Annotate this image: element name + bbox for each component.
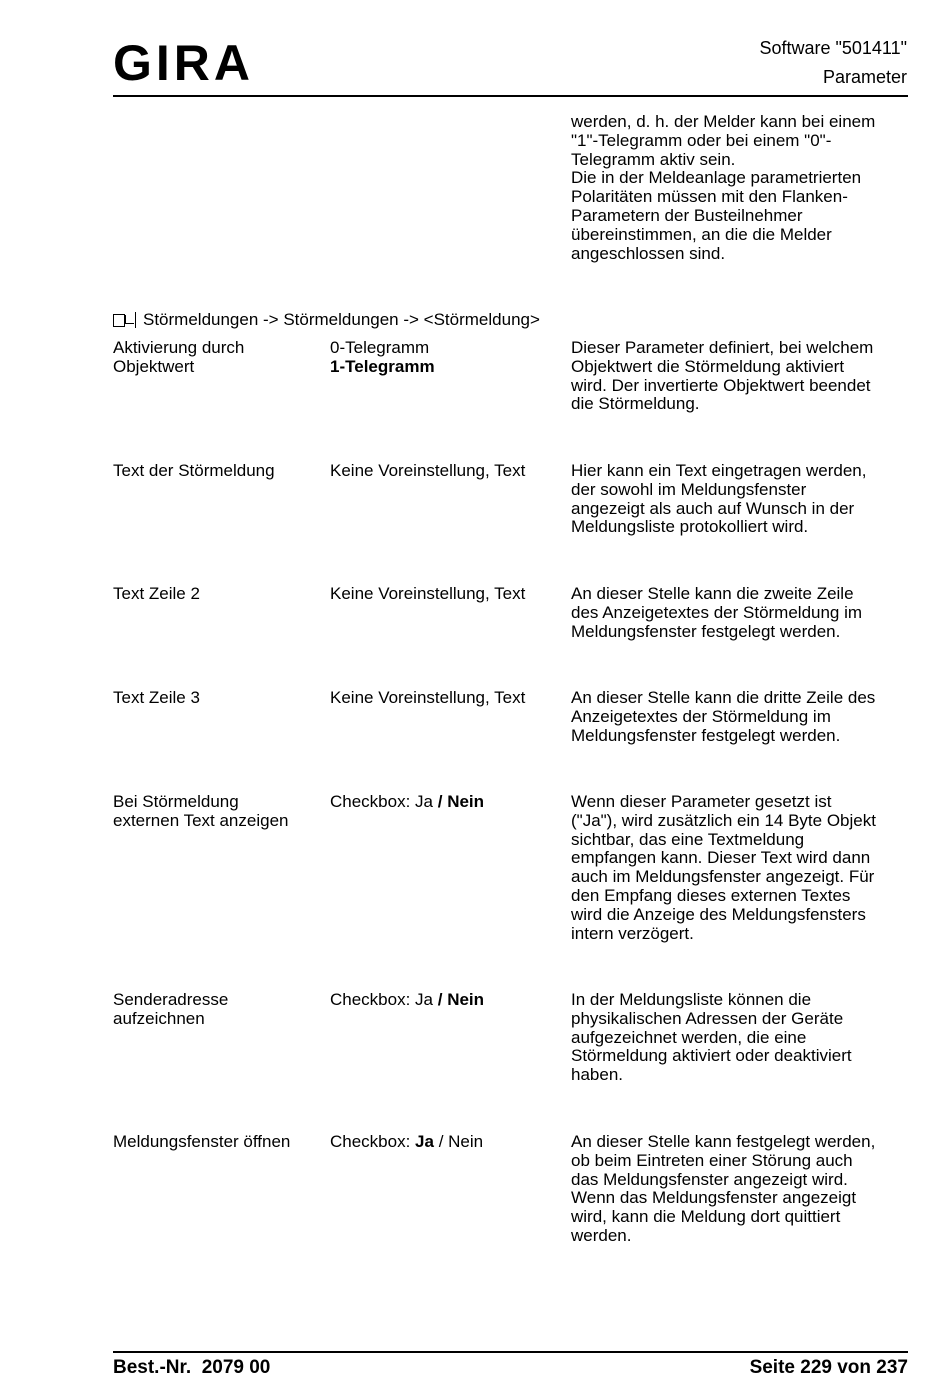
description-line: physikalischen Adressen der Geräte [571,1008,844,1028]
option-nein-default: Nein [447,990,485,1009]
description-line: Objektwert die Störmeldung aktiviert [571,356,845,376]
parameter-setting [330,585,566,604]
parameter-name [113,1133,325,1152]
setting-value: Keine Voreinstellung, Text [330,584,526,603]
description-line: Anzeigetextes der Störmeldung im [571,706,831,726]
description-line: An dieser Stelle kann die zweite Zeile [571,584,854,603]
checkbox-prefix: Checkbox: [330,990,416,1009]
parameter-name-line: externen Text anzeigen [113,810,289,830]
parameter-setting [330,462,566,481]
option-1-telegramm-default: 1-Telegramm [330,356,435,376]
parameter-name-line: Text Zeile 3 [113,688,200,707]
parameter-description [571,991,916,1085]
checkbox-prefix: Checkbox: [330,792,416,811]
description-line: auch im Meldungsfenster angezeigt. Für [571,867,875,887]
option-nein: Nein [448,1132,484,1151]
description-line: wird, kann die Meldung dort quittiert [571,1207,841,1227]
intro-line: übereinstimmen, an die die Melder [571,224,832,244]
parameter-name [113,462,325,481]
description-line: Meldungsfenster festgelegt werden. [571,621,841,641]
parameter-description [571,689,916,745]
checkbox-prefix: Checkbox: [330,1132,416,1151]
description-line: Störmeldung aktiviert oder deaktiviert [571,1046,852,1066]
description-line: der sowohl im Meldungsfenster [571,479,807,499]
description-line: Wenn dieser Parameter gesetzt ist [571,792,832,811]
setting-value: Keine Voreinstellung, Text [330,688,526,707]
description-line: Dieser Parameter definiert, bei welchem [571,338,874,357]
parameter-page-icon [113,312,139,328]
description-line: empfangen kann. Dieser Text wird dann [571,848,871,868]
parameter-name-line: Text Zeile 2 [113,584,200,603]
section-heading [113,310,540,330]
description-line: intern verzögert. [571,923,694,943]
header-info [759,34,907,92]
description-line: aufgezeichnet werden, die eine [571,1027,807,1047]
parameter-name-line: Aktivierung durch [113,338,245,357]
intro-line: angeschlossen sind. [571,243,726,263]
description-line: An dieser Stelle kann festgelegt werden, [571,1132,876,1151]
option-ja: Ja [415,792,434,811]
parameter-description [571,462,916,537]
parameter-description [571,585,916,641]
parameter-name-line: Objektwert [113,356,195,376]
parameter-setting [330,689,566,708]
intro-text [571,113,916,263]
parameter-description [571,1133,916,1246]
description-line: die Störmeldung. [571,394,700,414]
intro-line: Parametern der Busteilnehmer [571,205,803,225]
section-path: Störmeldungen -> Störmeldungen -> <Störmeldung> [143,310,540,329]
description-line: ("Ja"), wird zusätzlich ein 14 Byte Objekt [571,810,876,830]
description-line: angezeigt als auch auf Wunsch in der [571,498,855,518]
option-0-telegramm: 0-Telegramm [330,338,430,357]
intro-line: Die in der Meldeanlage parametrierten [571,168,862,188]
description-line: werden. [571,1225,632,1245]
description-line: des Anzeigetextes der Störmeldung im [571,602,863,622]
option-separator: / [433,1132,449,1151]
description-line: Meldungsfenster festgelegt werden. [571,725,841,745]
description-line: wird. Der invertierte Objektwert beendet [571,375,871,395]
parameter-setting [330,339,566,377]
parameter-name [113,585,325,604]
intro-line: "1"-Telegramm oder bei einem "0"- [571,130,832,150]
intro-line: Telegramm aktiv sein. [571,149,736,169]
parameter-name [113,793,325,831]
parameter-name [113,339,325,377]
setting-value: Keine Voreinstellung, Text [330,461,526,480]
description-line: An dieser Stelle kann die dritte Zeile des [571,688,876,707]
parameter-setting [330,1133,566,1152]
parameter-description [571,339,916,414]
parameter-name-line: Meldungsfenster öffnen [113,1132,291,1151]
option-separator: / [433,990,448,1009]
description-line: ob beim Eintreten einer Störung auch [571,1150,853,1170]
parameter-setting [330,793,566,812]
option-nein-default: Nein [447,792,485,811]
parameter-name-line: aufzeichnen [113,1008,205,1028]
description-line: wird die Anzeige des Meldungsfensters [571,904,866,924]
gira-logo: GIRA [113,35,254,91]
description-line: den Empfang dieses externen Textes [571,885,851,905]
description-line: Hier kann ein Text eingetragen werden, [571,461,867,480]
software-label: Software "501411" [759,38,907,58]
description-line: Wenn das Meldungsfenster angezeigt [571,1188,857,1208]
option-separator: / [433,792,448,811]
description-line: In der Meldungsliste können die [571,990,812,1009]
parameter-setting [330,991,566,1010]
parameter-description [571,793,916,943]
parameter-name [113,689,325,708]
option-ja: Ja [415,990,434,1009]
section-label: Parameter [822,67,907,87]
option-ja-default: Ja [415,1132,434,1151]
parameter-name-line: Senderadresse [113,990,229,1009]
footer-rule [113,1351,908,1353]
description-line: sichtbar, das eine Textmeldung [571,829,805,849]
description-line: haben. [571,1065,623,1085]
parameter-name [113,991,325,1029]
description-line: Meldungsliste protokolliert wird. [571,517,809,537]
page-number: Seite 229 von 237 [749,1357,908,1378]
parameter-name-line: Text der Störmeldung [113,461,275,480]
parameter-name-line: Bei Störmeldung [113,792,239,811]
description-line: das Meldungsfenster angezeigt wird. [571,1169,848,1189]
order-number: Best.-Nr. 2079 00 [113,1357,271,1378]
intro-line: Polaritäten müssen mit den Flanken- [571,187,848,207]
intro-line: werden, d. h. der Melder kann bei einem [571,112,876,131]
header-rule [113,95,908,97]
